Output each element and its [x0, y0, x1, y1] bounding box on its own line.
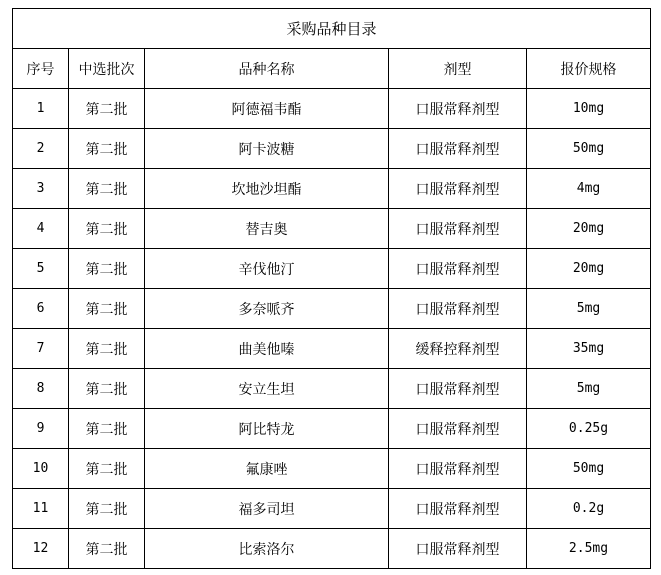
row-spec-cell: 2.5mg [527, 529, 651, 569]
row-batch-cell: 第二批 [69, 329, 145, 369]
row-form-cell: 口服常释剂型 [389, 449, 527, 489]
row-form-cell: 口服常释剂型 [389, 409, 527, 449]
header-batch: 中选批次 [69, 49, 145, 89]
table-row [13, 289, 651, 329]
row-index-cell: 1 [13, 89, 69, 129]
row-name-cell: 氟康唑 [145, 449, 389, 489]
row-index-cell: 8 [13, 369, 69, 409]
row-batch-cell: 第二批 [69, 489, 145, 529]
header-form: 剂型 [389, 49, 527, 89]
row-form-cell: 口服常释剂型 [389, 169, 527, 209]
table-row [13, 409, 651, 449]
row-form-cell: 口服常释剂型 [389, 129, 527, 169]
header-index: 序号 [13, 49, 69, 89]
row-name-cell: 比索洛尔 [145, 529, 389, 569]
row-batch-cell: 第二批 [69, 129, 145, 169]
row-name-cell: 阿比特龙 [145, 409, 389, 449]
row-form-cell: 口服常释剂型 [389, 289, 527, 329]
row-batch-cell: 第二批 [69, 89, 145, 129]
row-spec-cell: 5mg [527, 369, 651, 409]
row-spec-cell: 10mg [527, 89, 651, 129]
row-spec-cell: 35mg [527, 329, 651, 369]
row-batch-cell: 第二批 [69, 289, 145, 329]
header-spec: 报价规格 [527, 49, 651, 89]
row-batch-cell: 第二批 [69, 169, 145, 209]
table-row [13, 209, 651, 249]
row-spec-cell: 4mg [527, 169, 651, 209]
table-row [13, 369, 651, 409]
row-index-cell: 10 [13, 449, 69, 489]
row-spec-cell: 20mg [527, 249, 651, 289]
row-name-cell: 安立生坦 [145, 369, 389, 409]
row-spec-cell: 50mg [527, 449, 651, 489]
row-index-cell: 7 [13, 329, 69, 369]
procurement-catalog [12, 8, 650, 569]
row-batch-cell: 第二批 [69, 209, 145, 249]
row-form-cell: 口服常释剂型 [389, 489, 527, 529]
row-spec-cell: 0.2g [527, 489, 651, 529]
row-name-cell: 阿卡波糖 [145, 129, 389, 169]
catalog-table [12, 8, 651, 569]
table-row [13, 449, 651, 489]
row-index-cell: 5 [13, 249, 69, 289]
row-form-cell: 口服常释剂型 [389, 89, 527, 129]
row-name-cell: 多奈哌齐 [145, 289, 389, 329]
header-name: 品种名称 [145, 49, 389, 89]
table-row [13, 249, 651, 289]
row-name-cell: 替吉奥 [145, 209, 389, 249]
table-row [13, 529, 651, 569]
row-name-cell: 福多司坦 [145, 489, 389, 529]
row-batch-cell: 第二批 [69, 449, 145, 489]
row-index-cell: 11 [13, 489, 69, 529]
row-spec-cell: 50mg [527, 129, 651, 169]
row-spec-cell: 0.25g [527, 409, 651, 449]
table-row [13, 329, 651, 369]
row-form-cell: 口服常释剂型 [389, 369, 527, 409]
row-batch-cell: 第二批 [69, 369, 145, 409]
row-spec-cell: 20mg [527, 209, 651, 249]
row-index-cell: 4 [13, 209, 69, 249]
table-title: 采购品种目录 [13, 9, 651, 49]
row-form-cell: 缓释控释剂型 [389, 329, 527, 369]
table-row [13, 129, 651, 169]
header-row [13, 49, 651, 89]
row-index-cell: 6 [13, 289, 69, 329]
row-form-cell: 口服常释剂型 [389, 529, 527, 569]
row-index-cell: 9 [13, 409, 69, 449]
row-spec-cell: 5mg [527, 289, 651, 329]
row-batch-cell: 第二批 [69, 529, 145, 569]
row-name-cell: 辛伐他汀 [145, 249, 389, 289]
row-form-cell: 口服常释剂型 [389, 209, 527, 249]
table-row [13, 489, 651, 529]
table-row [13, 89, 651, 129]
row-index-cell: 12 [13, 529, 69, 569]
table-row [13, 169, 651, 209]
row-form-cell: 口服常释剂型 [389, 249, 527, 289]
row-index-cell: 3 [13, 169, 69, 209]
row-name-cell: 曲美他嗪 [145, 329, 389, 369]
row-batch-cell: 第二批 [69, 409, 145, 449]
row-name-cell: 阿德福韦酯 [145, 89, 389, 129]
row-index-cell: 2 [13, 129, 69, 169]
row-batch-cell: 第二批 [69, 249, 145, 289]
row-name-cell: 坎地沙坦酯 [145, 169, 389, 209]
